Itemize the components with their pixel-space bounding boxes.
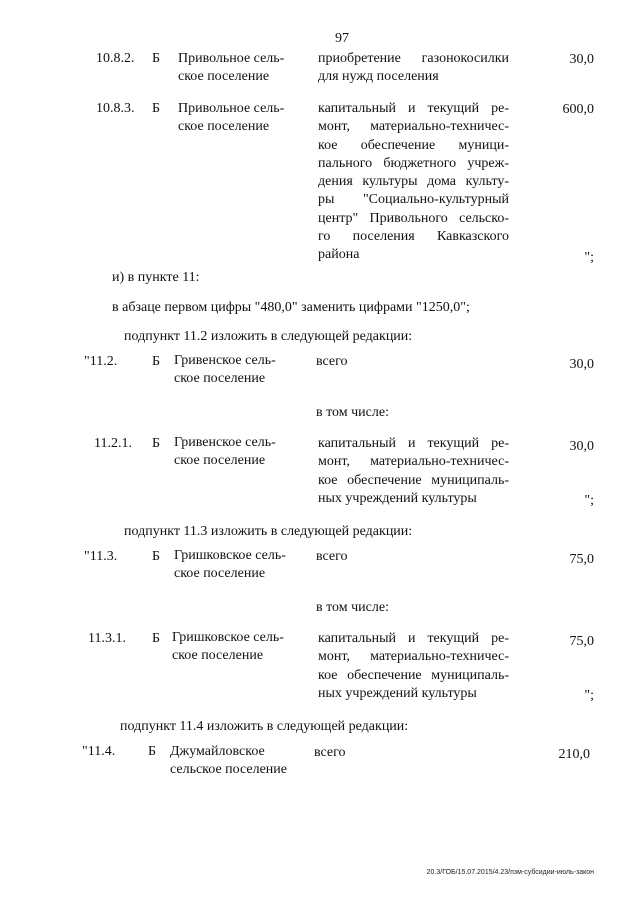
row-name bbox=[178, 100, 284, 137]
row-value: 600,0 bbox=[562, 102, 594, 117]
row-name bbox=[174, 547, 286, 584]
row-description-line: ных учреждений культуры bbox=[318, 490, 477, 506]
row-name-line: Гривенское сель- bbox=[174, 435, 276, 450]
row-description bbox=[318, 100, 509, 265]
in-total-label: в том числе: bbox=[316, 405, 389, 420]
row-name-line: Джумайловское bbox=[170, 744, 265, 759]
page-number: 97 bbox=[335, 31, 349, 46]
row-name bbox=[174, 352, 276, 389]
row-name bbox=[178, 50, 284, 87]
row-number: "11.2. bbox=[84, 354, 118, 369]
row-number: 11.2.1. bbox=[94, 436, 132, 451]
paragraph-item-i: и) в пункте 11: bbox=[112, 270, 200, 285]
row-number: 10.8.3. bbox=[96, 101, 135, 116]
row-number: 11.3.1. bbox=[88, 631, 126, 646]
row-description-line: го поселения Кавказского bbox=[318, 229, 509, 245]
row-description-line: для нужд поселения bbox=[318, 69, 439, 85]
row-value: 30,0 bbox=[569, 357, 594, 372]
row-name-line: сельское поселение bbox=[170, 762, 287, 778]
paragraph-replacement: в абзаце первом цифры "480,0" заменить цифрами "1250,0"; bbox=[112, 300, 470, 315]
row-description-line: дения культуры дома культу- bbox=[318, 174, 509, 190]
row-name-line: ское поселение bbox=[174, 453, 266, 469]
row-name-line: Гривенское сель- bbox=[174, 353, 276, 368]
row-category: Б bbox=[152, 549, 161, 564]
row-description-line: капитальный и текущий ре- bbox=[318, 631, 509, 646]
row-value: 75,0 bbox=[569, 634, 594, 649]
row-value: 30,0 bbox=[569, 439, 594, 454]
row-name bbox=[170, 743, 287, 780]
row-name-line: Гришковское сель- bbox=[172, 630, 284, 645]
row-description-line: района bbox=[318, 247, 360, 263]
closing-quote: "; bbox=[584, 493, 594, 508]
row-description-line: ных учреждений культуры bbox=[318, 685, 477, 701]
row-description-line: кое обеспечение муници- bbox=[318, 137, 509, 153]
row-description-line: приобретение газонокосилки bbox=[318, 51, 509, 66]
paragraph-subitem-11-2: подпункт 11.2 изложить в следующей редакции: bbox=[124, 329, 413, 344]
row-description-line: пального бюджетного учреж- bbox=[318, 155, 509, 171]
closing-quote: "; bbox=[584, 250, 594, 265]
row-number: "11.3. bbox=[84, 549, 118, 564]
row-name-line: ское поселение bbox=[178, 69, 270, 85]
row-name-line: Гришковское сель- bbox=[174, 548, 286, 563]
row-category: Б bbox=[152, 101, 161, 116]
row-description-line: кое обеспечение муниципаль- bbox=[318, 667, 509, 683]
row-description-line: центр" Привольного сельско- bbox=[318, 210, 509, 226]
row-description-line: монт, материально-техничес- bbox=[318, 454, 509, 470]
row-name-line: Привольное сель- bbox=[178, 51, 285, 66]
row-category: Б bbox=[148, 744, 157, 759]
row-description-line: монт, материально-техничес- bbox=[318, 119, 509, 135]
row-category: Б bbox=[152, 354, 161, 369]
row-name bbox=[172, 629, 284, 666]
row-name-line: ское поселение bbox=[172, 648, 264, 664]
row-description-line: капитальный и текущий ре- bbox=[318, 436, 509, 451]
row-value: 210,0 bbox=[558, 747, 590, 762]
row-description-line: капитальный и текущий ре- bbox=[318, 101, 509, 116]
row-description bbox=[318, 435, 509, 508]
row-name bbox=[174, 434, 276, 471]
row-name-line: ское поселение bbox=[174, 371, 266, 387]
row-name-line: Привольное сель- bbox=[178, 101, 285, 116]
row-name-line: ское поселение bbox=[174, 566, 266, 582]
row-name-line: ское поселение bbox=[178, 119, 270, 135]
row-description-line: монт, материально-техничес- bbox=[318, 649, 509, 665]
row-description bbox=[318, 50, 509, 87]
row-value: 30,0 bbox=[569, 52, 594, 67]
row-category: Б bbox=[152, 51, 161, 66]
row-description bbox=[318, 630, 509, 703]
paragraph-subitem-11-3: подпункт 11.3 изложить в следующей редакции: bbox=[124, 524, 413, 539]
row-number: "11.4. bbox=[82, 744, 116, 759]
row-description: всего bbox=[316, 549, 348, 564]
row-category: Б bbox=[152, 631, 161, 646]
row-description-line: ры "Социально-культурный bbox=[318, 192, 509, 208]
footer-document-code: 20.3/ГОБ/15.07.2015/4.23/пзм-субсидии-июль-закон bbox=[426, 869, 594, 876]
paragraph-subitem-11-4: подпункт 11.4 изложить в следующей редакции: bbox=[120, 719, 409, 734]
closing-quote: "; bbox=[584, 688, 594, 703]
row-description: всего bbox=[314, 745, 346, 760]
row-value: 75,0 bbox=[569, 552, 594, 567]
row-category: Б bbox=[152, 436, 161, 451]
row-description: всего bbox=[316, 354, 348, 369]
row-number: 10.8.2. bbox=[96, 51, 135, 66]
in-total-label: в том числе: bbox=[316, 600, 389, 615]
row-description-line: кое обеспечение муниципаль- bbox=[318, 472, 509, 488]
